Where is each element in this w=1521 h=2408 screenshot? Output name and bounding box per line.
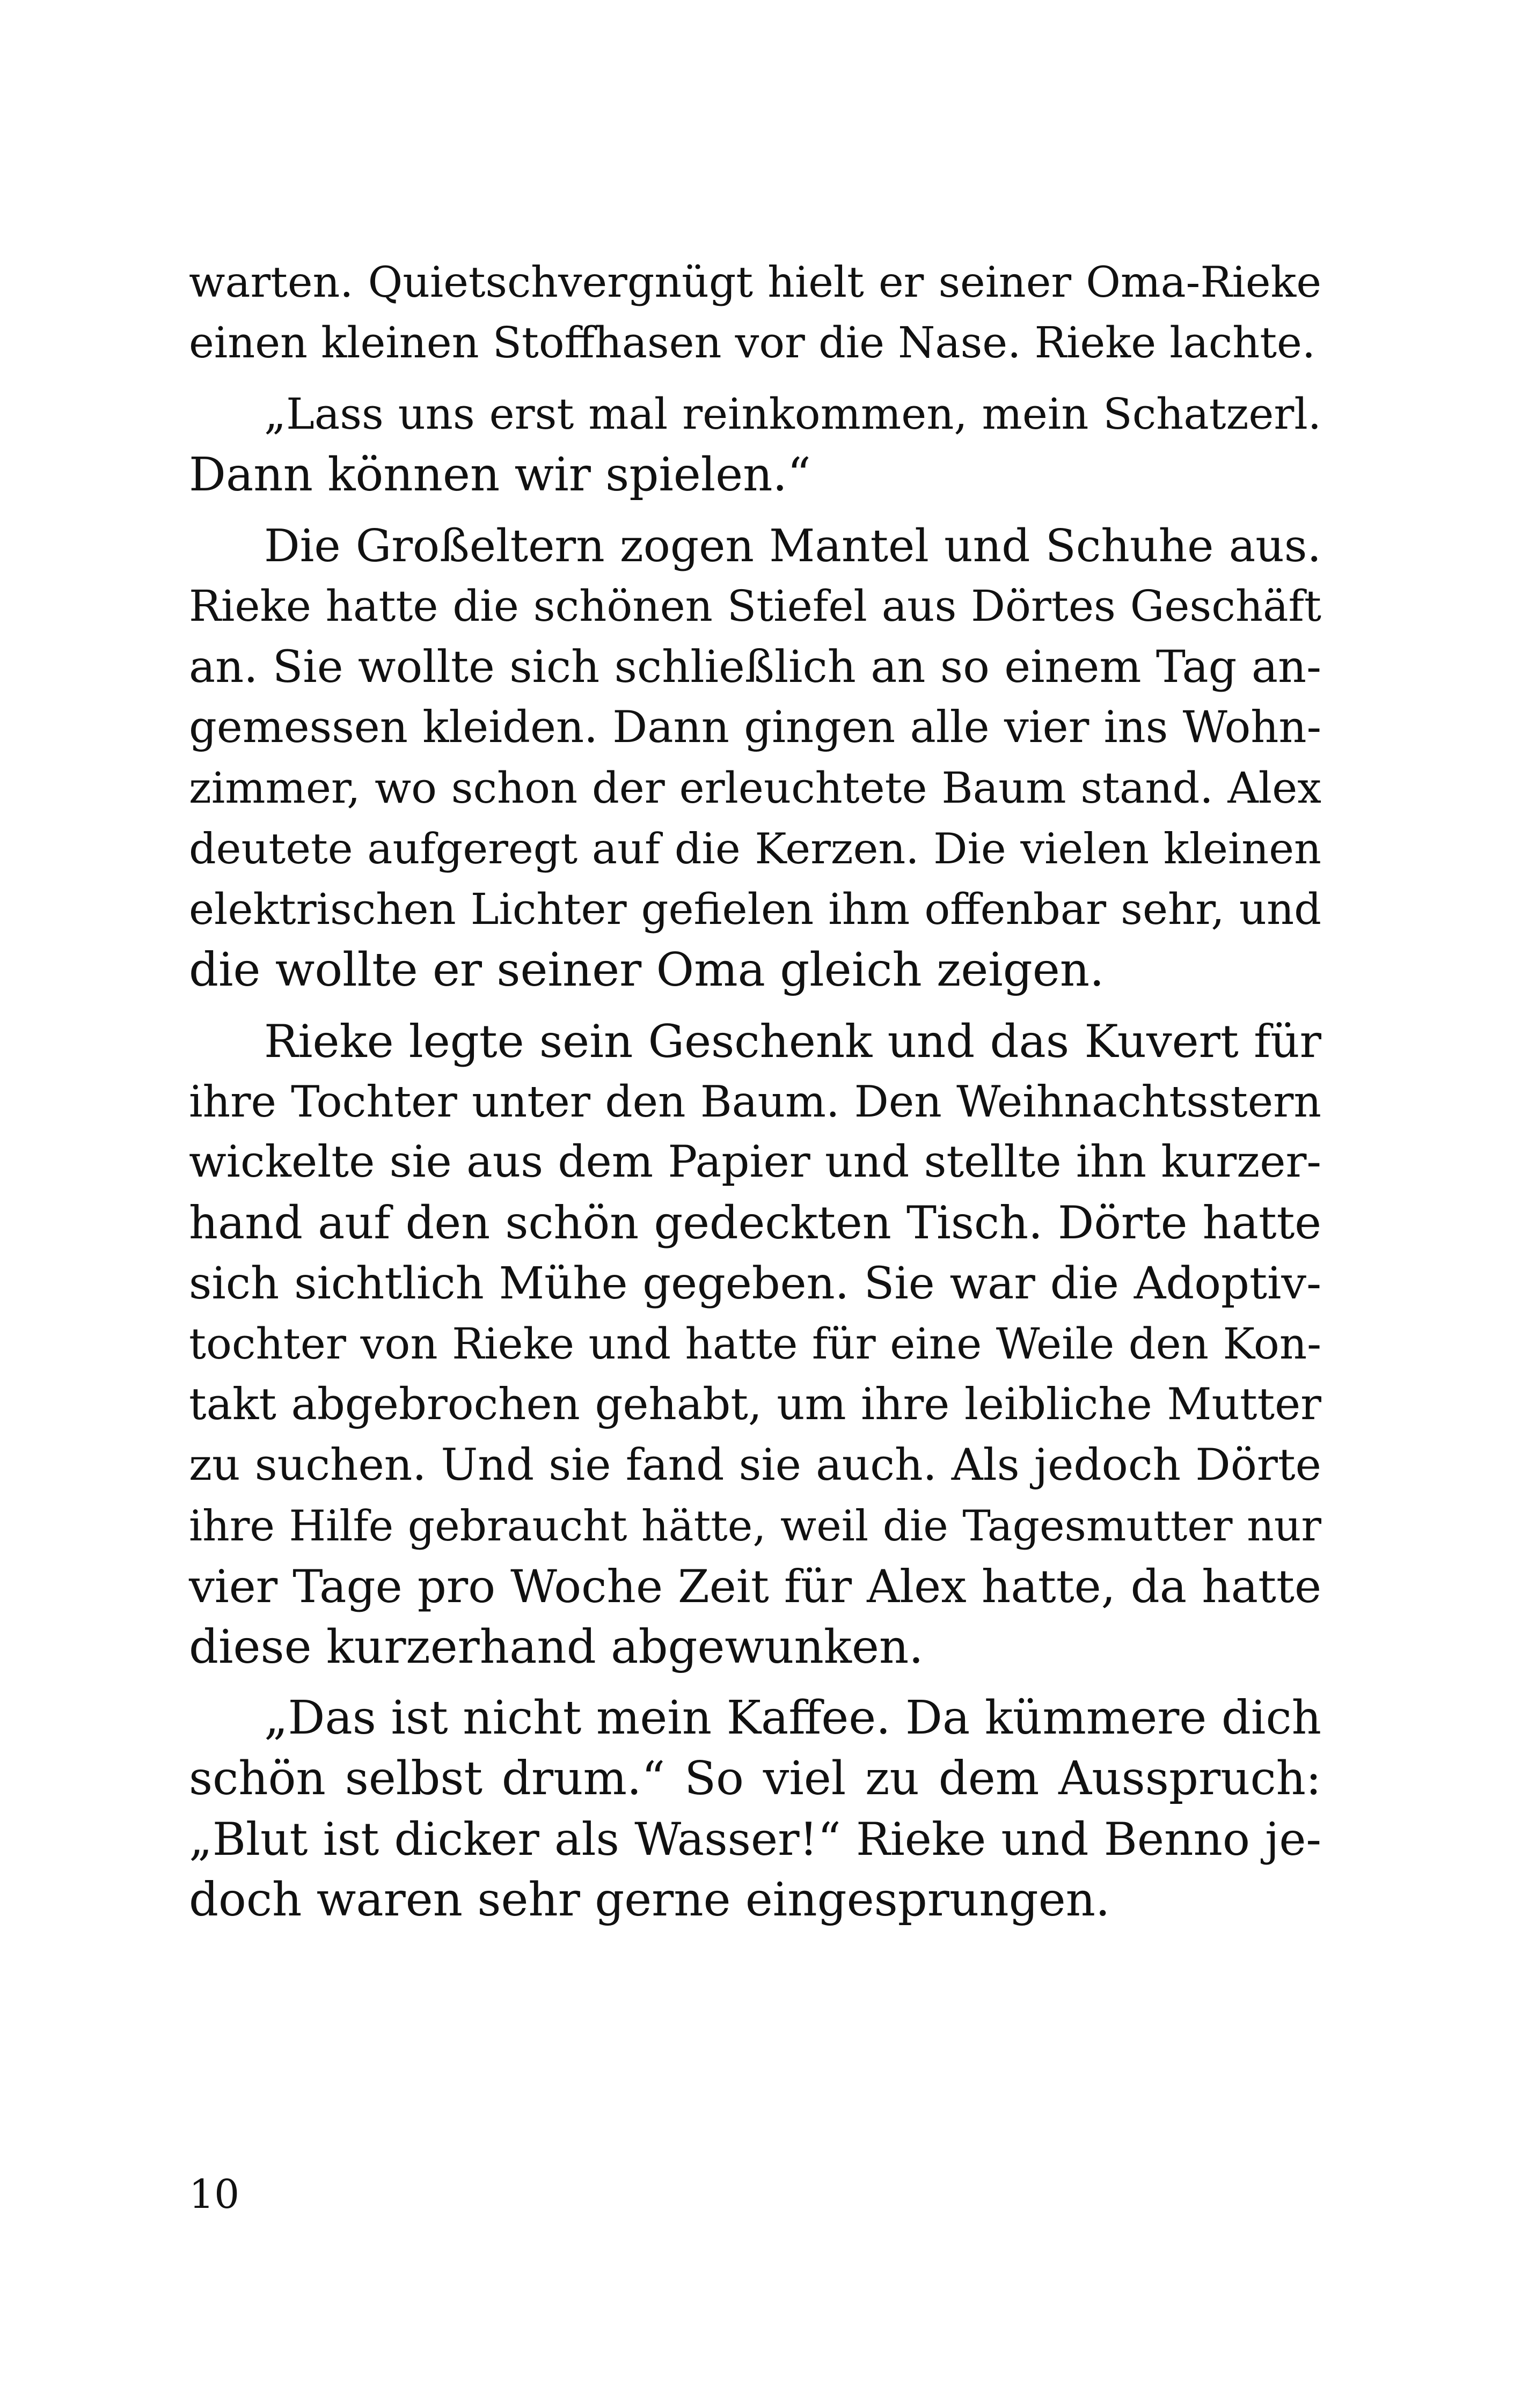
paragraph: [189, 1688, 1321, 1930]
text-line: hand auf den schön gedeckten Tisch. Dörte hatte: [189, 1196, 1321, 1250]
text-line: ihre Hilfe gebraucht hätte, weil die Tagesmutter nur: [189, 1501, 1321, 1551]
page-number: 10: [189, 2171, 240, 2218]
text-line: Rieke legte sein Geschenk und das Kuvert für: [264, 1015, 1321, 1068]
text-line: zu suchen. Und sie fand sie auch. Als jedoch Dörte: [189, 1439, 1321, 1491]
text-line: Rieke hatte die schönen Stiefel aus Dörtes Geschäft: [189, 581, 1321, 632]
body-text: [189, 252, 1321, 1930]
paragraph: [189, 1011, 1321, 1678]
text-line: gemessen kleiden. Dann gingen alle vier ins Wohn-: [189, 702, 1321, 753]
text-line: diese kurzerhand abgewunken.: [189, 1620, 924, 1674]
text-line: wickelte sie aus dem Papier und stellte ihn kurzer-: [189, 1136, 1321, 1188]
text-line: ihre Tochter unter den Baum. Den Weihnachtsstern: [189, 1076, 1321, 1127]
text-line: Die Großeltern zogen Mantel und Schuhe aus.: [264, 519, 1321, 572]
text-line: einen kleinen Stoffhasen vor die Nase. Rieke lachte.: [189, 317, 1316, 368]
text-line: zimmer, wo schon der erleuchtete Baum stand. Alex: [189, 763, 1321, 813]
text-line: an. Sie wollte sich schließlich an so einem Tag an-: [189, 641, 1321, 693]
text-line: sich sichtlich Mühe gegeben. Sie war die Adoptiv-: [189, 1258, 1321, 1310]
text-line: „Das ist nicht mein Kaffee. Da kümmere dich: [264, 1691, 1321, 1745]
text-line: „Blut ist dicker als Wasser!“ Rieke und Benno je-: [189, 1812, 1321, 1866]
text-line: Dann können wir spielen.“: [189, 447, 811, 502]
text-line: doch waren sehr gerne eingesprungen.: [189, 1873, 1110, 1927]
text-line: „Lass uns erst mal reinkommen, mein Schatzerl.: [264, 388, 1321, 439]
text-line: tochter von Rieke und hatte für eine Weile den Kon-: [189, 1319, 1321, 1369]
text-line: schön selbst drum.“ So viel zu dem Ausspruch:: [189, 1752, 1321, 1806]
text-line: elektrischen Lichter gefielen ihm offenbar sehr, und: [189, 884, 1321, 934]
text-line: warten. Quietschvergnügt hielt er seiner Oma-Rieke: [189, 258, 1321, 307]
text-line: deutete aufgeregt auf die Kerzen. Die vielen kleinen: [189, 824, 1321, 874]
text-line: vier Tage pro Woche Zeit für Alex hatte, da hatte: [189, 1560, 1321, 1613]
text-line: takt abgebrochen gehabt, um ihre leibliche Mutter: [189, 1379, 1321, 1430]
paragraph: [189, 252, 1321, 373]
paragraph: [189, 516, 1321, 1001]
paragraph: [189, 384, 1321, 505]
text-line: die wollte er seiner Oma gleich zeigen.: [189, 943, 1105, 997]
